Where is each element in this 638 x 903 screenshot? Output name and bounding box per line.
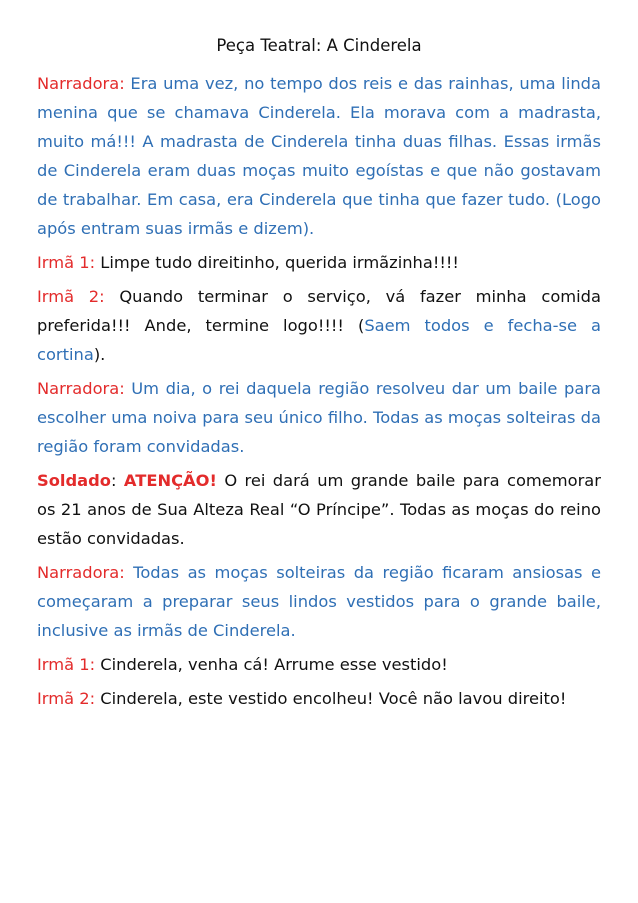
- dialogue-text: Cinderela, venha cá! Arrume esse vestido!: [100, 655, 448, 674]
- stage-direction: Saem todos e fecha-se a cortina: [37, 316, 601, 364]
- paragraph-narradora-2: [37, 374, 601, 461]
- narration-tail: .: [309, 219, 315, 238]
- paragraph-narradora-1: [37, 69, 601, 243]
- dialogue-text: Limpe tudo direitinho, querida irmãzinha!!!!: [100, 253, 459, 272]
- paragraph-irma1-2: [37, 650, 601, 679]
- page-title: Peça Teatral: A Cinderela: [216, 36, 422, 55]
- speaker-label: Narradora:: [37, 563, 125, 582]
- shout-text: ATENÇÃO!: [123, 471, 217, 490]
- speaker-label: Soldado: [37, 471, 111, 490]
- narration-text: Era uma vez, no tempo dos reis e das rainhas, uma linda menina que se chamava Cinderela. Ela morava com a madrasta, muito má!!! A madrasta de Cinderela tinha duas filhas. Essas irmãs de Cinderela eram duas moças muito egoístas e que não gostavam de trabalhar. Em casa, era Cinderela que tinha que fazer tudo. (Logo após entram suas irmãs e dizem): [37, 74, 601, 238]
- paragraph-soldado: [37, 466, 601, 553]
- speaker-label: Irmã 2:: [37, 689, 96, 708]
- dialogue-text: Cinderela, este vestido encolheu! Você não lavou direito!: [100, 689, 567, 708]
- paragraph-irma2-1: [37, 282, 601, 369]
- narration-text: Todas as moças solteiras da região ficaram ansiosas e começaram a preparar seus lindos vestidos para o grande baile, inclusive as irmãs de Cinderela.: [37, 563, 602, 640]
- speaker-label: Narradora:: [37, 74, 125, 93]
- paragraph-narradora-3: [37, 558, 601, 645]
- paragraph-irma1-1: [37, 248, 601, 277]
- paragraph-irma2-2: [37, 684, 601, 713]
- speaker-label: Narradora:: [37, 379, 125, 398]
- speaker-colon: :: [110, 471, 117, 490]
- speaker-label: Irmã 1:: [37, 253, 96, 272]
- speaker-label: Irmã 1:: [37, 655, 96, 674]
- dialogue-text: Quando terminar o serviço, vá fazer minha comida preferida!!! Ande, termine logo!!!! (: [37, 287, 601, 335]
- dialogue-text: O rei dará um grande baile para comemorar os 21 anos de Sua Alteza Real “O Príncipe”. Todas as moças do reino estão convidadas.: [37, 471, 601, 548]
- narration-text: Um dia, o rei daquela região resolveu dar um baile para escolher uma noiva para seu único filho. Todas as moças solteiras da região foram convidadas.: [37, 379, 602, 456]
- dialogue-tail: ).: [93, 345, 106, 364]
- speaker-label: Irmã 2:: [37, 287, 105, 306]
